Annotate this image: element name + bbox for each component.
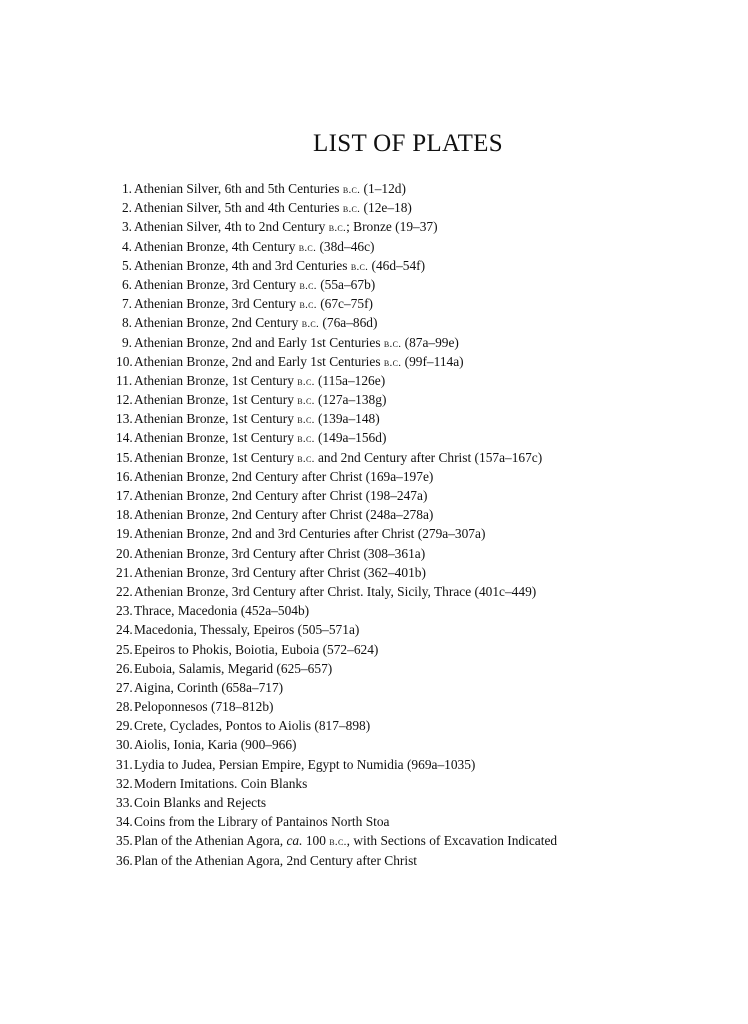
plate-number: 31. bbox=[116, 756, 133, 772]
plate-number: 26. bbox=[116, 660, 133, 676]
plate-title-text: Athenian Bronze, 2nd and Early 1st Centuries bbox=[134, 353, 384, 369]
plate-number: 16. bbox=[116, 468, 133, 484]
plate-title bbox=[134, 716, 370, 735]
plate-title bbox=[134, 467, 433, 486]
era-abbreviation: b.c. bbox=[342, 184, 361, 196]
era-abbreviation: b.c. bbox=[383, 356, 402, 369]
plate-number: 6. bbox=[121, 276, 132, 292]
plate-title-text: Modern Imitations. Coin Blanks bbox=[134, 775, 308, 791]
plate-title-text: Athenian Bronze, 2nd and 3rd Centuries after Christ (279a–307a) bbox=[134, 526, 486, 542]
plate-title bbox=[134, 831, 557, 852]
plate-title bbox=[134, 371, 385, 392]
plate-title bbox=[134, 237, 375, 258]
plate-title bbox=[134, 448, 542, 469]
era-abbreviation: b.c. bbox=[329, 836, 347, 849]
plate-title bbox=[134, 217, 438, 238]
plate-title bbox=[134, 678, 283, 697]
plate-title-text: Athenian Bronze, 2nd Century bbox=[134, 315, 302, 331]
plate-entry bbox=[116, 851, 736, 870]
plate-number: 15. bbox=[116, 449, 133, 465]
plate-title-text: ; Bronze (19–37) bbox=[346, 219, 438, 235]
plate-title bbox=[134, 486, 427, 505]
era-abbreviation: b.c. bbox=[298, 241, 317, 254]
plate-title-text: (38d–46c) bbox=[316, 238, 375, 254]
plate-number: 24. bbox=[116, 622, 133, 638]
plate-number: 5. bbox=[121, 257, 132, 273]
plate-entry bbox=[116, 544, 736, 563]
plate-title-text: Plan of the Athenian Agora, bbox=[134, 833, 287, 849]
plate-entry bbox=[116, 505, 736, 524]
plate-number: 2. bbox=[121, 200, 132, 216]
era-abbreviation: b.c. bbox=[297, 414, 315, 427]
plate-number: 18. bbox=[116, 507, 133, 523]
plate-number: 28. bbox=[116, 699, 133, 715]
plate-number: 23. bbox=[116, 603, 133, 619]
plate-number: 21. bbox=[116, 564, 133, 580]
plate-entry bbox=[116, 237, 736, 256]
plate-title-text: Athenian Silver, 4th to 2nd Century bbox=[134, 219, 329, 235]
plate-number: 13. bbox=[116, 411, 133, 427]
plate-entry bbox=[116, 812, 736, 831]
plate-number: 19. bbox=[116, 526, 133, 542]
plate-number: 33. bbox=[116, 795, 133, 810]
plate-title-text: (99f–114a) bbox=[401, 353, 464, 369]
plate-number: 29. bbox=[116, 718, 133, 734]
plate-title-text: 100 bbox=[302, 833, 330, 849]
plate-entry bbox=[116, 697, 736, 716]
plate-entry bbox=[116, 371, 736, 390]
plate-title bbox=[134, 544, 425, 563]
plate-entry bbox=[116, 256, 736, 275]
plate-title-text: Athenian Bronze, 1st Century bbox=[134, 430, 298, 446]
plate-number: 10. bbox=[116, 353, 133, 369]
plate-title-text: , with Sections of Excavation Indicated bbox=[346, 833, 558, 849]
plate-title-text: (87a–99e) bbox=[401, 334, 459, 350]
plate-title-text: Lydia to Judea, Persian Empire, Egypt to Numidia (969a–1035) bbox=[134, 756, 476, 772]
plate-entry bbox=[116, 755, 736, 774]
plate-title bbox=[134, 294, 373, 315]
plate-title-text: (76a–86d) bbox=[319, 315, 378, 331]
plate-title bbox=[134, 524, 485, 543]
plate-entry bbox=[116, 313, 736, 332]
plate-title bbox=[134, 812, 390, 831]
plate-title-text: Macedonia, Thessaly, Epeiros (505–571a) bbox=[134, 622, 360, 638]
plate-entry bbox=[116, 390, 736, 409]
plate-entry bbox=[116, 409, 736, 428]
plate-entry bbox=[116, 448, 736, 467]
plate-number: 9. bbox=[121, 334, 132, 350]
era-abbreviation: b.c. bbox=[299, 299, 317, 312]
plate-title-text: Athenian Bronze, 3rd Century after Christ. Italy, Sicily, Thrace (401c–449) bbox=[134, 583, 537, 599]
plate-title-text: (55a–67b) bbox=[316, 276, 376, 292]
plate-title bbox=[134, 851, 417, 870]
plate-title-text: (127a–138g) bbox=[314, 392, 387, 408]
plate-title-text: Athenian Bronze, 2nd Century after Christ (169a–197e) bbox=[134, 468, 434, 484]
plate-entry bbox=[116, 179, 736, 198]
plate-number: 27. bbox=[116, 679, 133, 695]
plate-entry bbox=[116, 524, 736, 543]
plate-entry bbox=[116, 774, 736, 793]
plate-title-text: (115a–126e) bbox=[314, 372, 386, 388]
plate-title bbox=[134, 409, 380, 430]
plate-number: 35. bbox=[116, 833, 133, 849]
plate-entry bbox=[116, 467, 736, 486]
plate-title bbox=[134, 755, 475, 774]
plate-title-text: Athenian Bronze, 2nd Century after Christ (198–247a) bbox=[134, 488, 428, 503]
plate-entry bbox=[116, 428, 736, 447]
plate-title-text: (1–12d) bbox=[360, 181, 406, 196]
plate-title-text: Coins from the Library of Pantainos North Stoa bbox=[134, 814, 390, 830]
plate-title bbox=[134, 582, 536, 601]
plate-title bbox=[134, 333, 459, 354]
plate-title bbox=[134, 390, 386, 411]
plate-title bbox=[134, 793, 266, 812]
plate-title-text: Athenian Bronze, 3rd Century bbox=[134, 296, 300, 312]
plate-title bbox=[134, 198, 412, 219]
plate-entry bbox=[116, 620, 736, 639]
plate-title bbox=[134, 256, 425, 277]
plate-title-text: Aigina, Corinth (658a–717) bbox=[134, 679, 284, 695]
plate-title-text: Athenian Bronze, 3rd Century after Christ (362–401b) bbox=[134, 564, 426, 580]
plate-title bbox=[134, 774, 307, 793]
plate-title-text: Athenian Bronze, 1st Century bbox=[134, 411, 298, 427]
plate-title-text: Euboia, Salamis, Megarid (625–657) bbox=[134, 660, 333, 676]
plate-number: 11. bbox=[116, 372, 133, 388]
plate-title-text: Athenian Bronze, 1st Century bbox=[134, 449, 298, 465]
plate-entry bbox=[116, 601, 736, 620]
plate-title-text: Aiolis, Ionia, Karia (900–966) bbox=[134, 737, 297, 753]
plate-title bbox=[134, 428, 386, 449]
plate-entry bbox=[116, 333, 736, 352]
era-abbreviation: b.c. bbox=[350, 260, 369, 273]
plate-entry bbox=[116, 640, 736, 659]
plate-number: 25. bbox=[116, 641, 133, 657]
plate-title bbox=[134, 275, 375, 296]
plate-title-text: Athenian Silver, 5th and 4th Centuries bbox=[134, 200, 343, 216]
plate-title-text: Athenian Bronze, 2nd and Early 1st Centuries bbox=[134, 334, 384, 350]
plate-title-text: Athenian Bronze, 1st Century bbox=[134, 372, 298, 388]
plate-number: 34. bbox=[116, 814, 133, 830]
plate-title-text: (67c–75f) bbox=[316, 296, 373, 312]
plate-title bbox=[134, 179, 406, 200]
plate-number: 8. bbox=[121, 315, 132, 331]
plate-title-text: (46d–54f) bbox=[368, 257, 426, 273]
plate-number: 7. bbox=[121, 296, 132, 312]
plate-title-text: (139a–148) bbox=[314, 411, 380, 427]
page-title: LIST OF PLATES bbox=[313, 130, 503, 157]
era-abbreviation: b.c. bbox=[299, 279, 317, 292]
era-abbreviation: b.c. bbox=[383, 337, 402, 350]
plate-entry bbox=[116, 659, 736, 678]
plate-entry bbox=[116, 294, 736, 313]
plate-title-text: Athenian Bronze, 3rd Century bbox=[134, 276, 300, 292]
plate-title bbox=[134, 601, 309, 620]
plate-title-text: Athenian Silver, 6th and 5th Centuries bbox=[134, 181, 343, 196]
plate-title bbox=[134, 313, 377, 334]
plate-number: 4. bbox=[121, 238, 132, 254]
circa-abbreviation: ca. bbox=[286, 833, 303, 849]
plate-entry bbox=[116, 582, 736, 601]
plate-title-text: Coin Blanks and Rejects bbox=[134, 795, 267, 810]
plate-entry bbox=[116, 352, 736, 371]
plate-entry bbox=[116, 716, 736, 735]
plate-title bbox=[134, 505, 433, 524]
era-abbreviation: b.c. bbox=[297, 375, 315, 388]
plate-title-text: Athenian Bronze, 3rd Century after Christ (308–361a) bbox=[134, 545, 426, 561]
plate-title bbox=[134, 352, 464, 373]
plate-title bbox=[134, 735, 297, 754]
plate-number: 32. bbox=[116, 775, 133, 791]
plate-title-text: Plan of the Athenian Agora, 2nd Century after Christ bbox=[134, 852, 418, 868]
plate-title bbox=[134, 620, 359, 639]
plate-number: 3. bbox=[121, 219, 132, 235]
era-abbreviation: b.c. bbox=[328, 222, 347, 235]
plate-entry bbox=[116, 486, 736, 505]
plate-number: 36. bbox=[116, 852, 133, 868]
era-abbreviation: b.c. bbox=[297, 395, 315, 408]
plate-title-text: Peloponnesos (718–812b) bbox=[134, 699, 274, 715]
plate-title-text: Thrace, Macedonia (452a–504b) bbox=[134, 603, 310, 619]
era-abbreviation: b.c. bbox=[297, 433, 315, 446]
plates-list bbox=[116, 179, 736, 870]
plate-number: 14. bbox=[116, 430, 133, 446]
plate-title-text: (149a–156d) bbox=[314, 430, 387, 446]
plate-title bbox=[134, 640, 378, 659]
plate-title-text: Athenian Bronze, 1st Century bbox=[134, 392, 298, 408]
plate-title-text: Epeiros to Phokis, Boiotia, Euboia (572–624) bbox=[134, 641, 379, 657]
plate-number: 17. bbox=[116, 488, 133, 503]
plate-number: 20. bbox=[116, 545, 133, 561]
plate-entry bbox=[116, 678, 736, 697]
plate-entry bbox=[116, 198, 736, 217]
plate-number: 30. bbox=[116, 737, 133, 753]
plate-number: 22. bbox=[116, 583, 133, 599]
era-abbreviation: b.c. bbox=[342, 203, 361, 216]
plate-entry bbox=[116, 563, 736, 582]
plate-title bbox=[134, 697, 273, 716]
plate-title bbox=[134, 659, 332, 678]
plate-title-text: and 2nd Century after Christ (157a–167c) bbox=[314, 449, 543, 465]
era-abbreviation: b.c. bbox=[297, 452, 315, 465]
plate-title-text: Crete, Cyclades, Pontos to Aiolis (817–898) bbox=[134, 718, 371, 734]
plate-entry bbox=[116, 275, 736, 294]
plate-entry bbox=[116, 217, 736, 236]
plate-entry bbox=[116, 735, 736, 754]
era-abbreviation: b.c. bbox=[301, 318, 320, 331]
plate-number: 12. bbox=[116, 392, 133, 408]
plate-entry bbox=[116, 793, 736, 812]
plate-title-text: Athenian Bronze, 2nd Century after Christ (248a–278a) bbox=[134, 507, 434, 523]
plate-number: 1. bbox=[121, 181, 132, 196]
plate-title-text: Athenian Bronze, 4th and 3rd Centuries bbox=[134, 257, 351, 273]
plate-title bbox=[134, 563, 426, 582]
plate-entry bbox=[116, 831, 736, 850]
plate-title-text: Athenian Bronze, 4th Century bbox=[134, 238, 299, 254]
plate-title-text: (12e–18) bbox=[360, 200, 412, 216]
